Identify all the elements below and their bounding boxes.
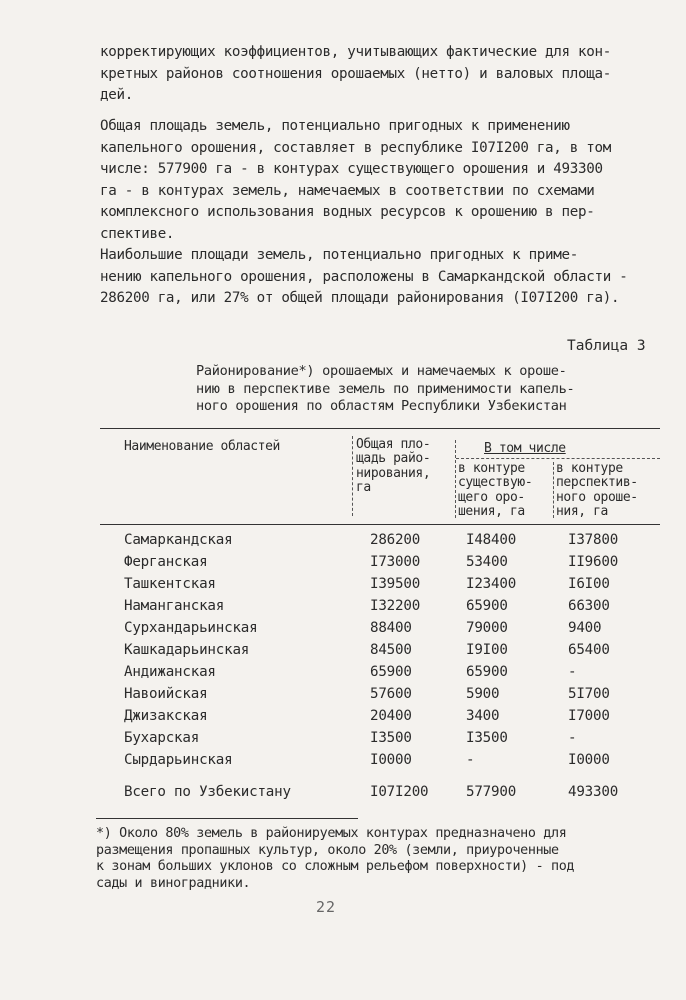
cell-existing: I23400 — [466, 576, 517, 592]
cell-region: Ферганская — [124, 554, 208, 570]
cell-perspective: I37800 — [568, 532, 619, 548]
table-header-rule — [100, 524, 660, 525]
header-divider — [553, 462, 554, 518]
cell-region: Бухарская — [124, 730, 200, 746]
table-row — [0, 730, 686, 752]
cell-region: Андижанская — [124, 664, 216, 680]
cell-existing: - — [466, 752, 475, 768]
cell-total: 84500 — [370, 642, 412, 658]
cell-region: Кашкадарьинская — [124, 642, 250, 658]
table-row — [0, 532, 686, 554]
paragraph-3: Наибольшие площади земель, потенциально пригодных к приме- нению капельного орошения, расположены в Самаркандской области - 286200 га, или 27% от общей площади районирования (I07I200 га). — [100, 247, 628, 306]
cell-perspective: 66300 — [568, 598, 610, 614]
cell-total: 88400 — [370, 620, 412, 636]
table-row — [0, 686, 686, 708]
cell-region: Самаркандская — [124, 532, 233, 548]
header-divider — [352, 436, 353, 516]
cell-existing: 53400 — [466, 554, 508, 570]
cell-perspective: I7000 — [568, 708, 610, 724]
cell-perspective: I6I00 — [568, 576, 610, 592]
cell-existing: I9I00 — [466, 642, 508, 658]
cell-perspective: 5I700 — [568, 686, 610, 702]
paragraph-2: Общая площадь земель, потенциально пригодных к применению капельного орошения, составляет в республике I07I200 га, в том числе: 577900 га - в контурах существующего орошения и 493300 га - в контурах земель, намечаемых в соответствии по схемами комплексного использования водных ресурсов к орошению в пер- спективе. — [100, 118, 611, 242]
cell-total: 57600 — [370, 686, 412, 702]
cell-existing: 577900 — [466, 784, 517, 800]
cell-region: Сурхандарьинская — [124, 620, 258, 636]
cell-region: Джизакская — [124, 708, 208, 724]
cell-perspective: - — [568, 664, 577, 680]
header-total-area: Общая пло- щадь райо- нирования, га — [356, 437, 431, 495]
cell-perspective: I0000 — [568, 752, 610, 768]
cell-total: I0000 — [370, 752, 412, 768]
cell-total: I32200 — [370, 598, 421, 614]
cell-existing: 65900 — [466, 598, 508, 614]
table-row — [0, 576, 686, 598]
cell-perspective: - — [568, 730, 577, 746]
cell-total: 286200 — [370, 532, 421, 548]
cell-perspective: 9400 — [568, 620, 602, 636]
cell-total: I73000 — [370, 554, 421, 570]
header-divider — [455, 440, 456, 518]
cell-total: 20400 — [370, 708, 412, 724]
cell-total: I3500 — [370, 730, 412, 746]
table-label: Таблица 3 — [567, 338, 646, 354]
header-region-name: Наименование областей — [124, 439, 280, 454]
table-row — [0, 554, 686, 576]
table-row — [0, 598, 686, 620]
header-perspective-irrigation: в контуре перспектив- ного ороше- ния, га — [556, 461, 638, 519]
cell-existing: I48400 — [466, 532, 517, 548]
table-row — [0, 620, 686, 642]
page-number: 22 — [316, 898, 337, 916]
table-top-rule — [100, 428, 660, 429]
cell-existing: 3400 — [466, 708, 500, 724]
header-including: В том числе — [484, 441, 566, 456]
cell-region: Сырдарьинская — [124, 752, 233, 768]
cell-existing: 65900 — [466, 664, 508, 680]
footnote: *) Около 80% земель в районируемых контурах предназначено для размещения пропашных культур, около 20% (земли, приуроченные к зонам больших уклонов со сложным рельефом поверхности) - под сады и виноградники. — [96, 826, 575, 891]
cell-existing: I3500 — [466, 730, 508, 746]
header-existing-irrigation: в контуре существую- щего оро- шения, га — [458, 461, 533, 519]
table-caption: Районирование*) орошаемых и намечаемых к ороше- нию в перспективе земель по применимости капель- ного орошения по областям Республики Узбекистан — [196, 363, 575, 414]
cell-total: 65900 — [370, 664, 412, 680]
table-row — [0, 664, 686, 686]
cell-total: I07I200 — [370, 784, 429, 800]
cell-perspective: 65400 — [568, 642, 610, 658]
table-row — [0, 752, 686, 774]
table-row — [0, 708, 686, 730]
cell-perspective: II9600 — [568, 554, 619, 570]
cell-region: Ташкентская — [124, 576, 216, 592]
cell-existing: 79000 — [466, 620, 508, 636]
cell-perspective: 493300 — [568, 784, 619, 800]
cell-total: I39500 — [370, 576, 421, 592]
header-sub-divider — [456, 458, 660, 459]
cell-existing: 5900 — [466, 686, 500, 702]
cell-region: Всего по Узбекистану — [124, 784, 291, 800]
cell-region: Навоийская — [124, 686, 208, 702]
table-row — [0, 642, 686, 664]
paragraph-1: корректирующих коэффициентов, учитывающих фактические для кон- кретных районов соотношения орошаемых (нетто) и валовых площа- дей. — [100, 44, 611, 103]
table-row — [0, 784, 686, 806]
cell-region: Наманганская — [124, 598, 225, 614]
footnote-rule — [96, 818, 358, 819]
